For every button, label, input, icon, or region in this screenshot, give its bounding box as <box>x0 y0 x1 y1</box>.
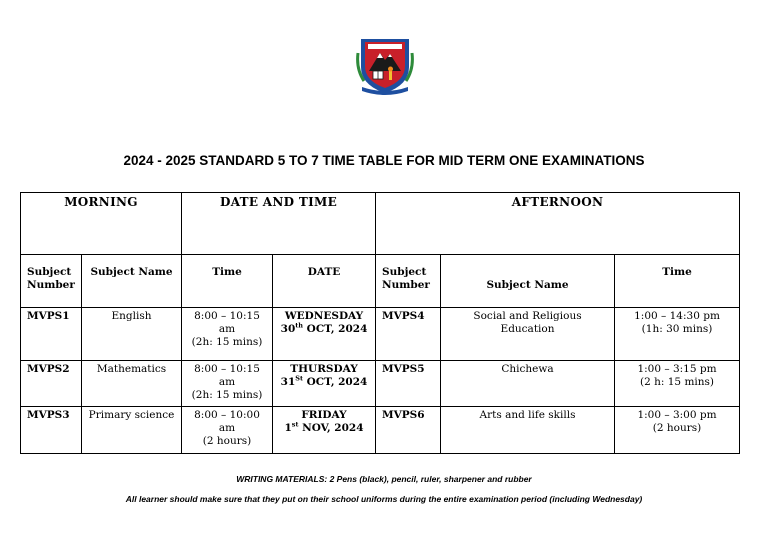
header-subject-number <box>21 255 82 308</box>
am-subject-name: Mathematics <box>82 361 182 407</box>
exam-day: THURSDAY <box>290 363 358 375</box>
date-suffix: St <box>295 374 303 383</box>
am-time <box>182 308 273 361</box>
exam-date <box>273 407 376 454</box>
date-month-year: OCT, 2024 <box>303 376 368 388</box>
am-time <box>182 407 273 454</box>
date-number: 1 <box>284 422 292 434</box>
pm-subject-name <box>441 407 615 454</box>
header-pm-subject-number-line1: Subject <box>382 266 427 278</box>
pm-time-line2: (2 h: 15 mins) <box>640 376 715 388</box>
header-date: DATE <box>273 255 376 308</box>
pm-subject-name <box>441 308 615 361</box>
am-subject-name: Primary science <box>82 407 182 454</box>
pm-subject-name-line1: Social and Religious <box>473 310 582 322</box>
pm-time-line1: 1:00 – 3:15 pm <box>637 363 717 375</box>
page-title: 2024 - 2025 STANDARD 5 TO 7 TIME TABLE FOR MID TERM ONE EXAMINATIONS <box>123 153 645 168</box>
date-month-year: OCT, 2024 <box>303 323 368 335</box>
am-time-line3: (2h: 15 mins) <box>191 336 263 348</box>
date-number: 30 <box>280 323 296 335</box>
school-crest-logo <box>356 33 414 95</box>
pm-time-line2: (1h: 30 mins) <box>641 323 713 335</box>
pm-subject-number: MVPS5 <box>376 361 441 407</box>
pm-time <box>615 308 740 361</box>
column-header-row <box>21 255 740 308</box>
exam-date-text <box>273 323 375 336</box>
exam-date <box>273 308 376 361</box>
pm-subject-name <box>441 361 615 407</box>
date-suffix: th <box>295 321 304 330</box>
am-time-line1: 8:00 – 10:15 <box>194 363 260 375</box>
am-time <box>182 361 273 407</box>
pm-time-line2: (2 hours) <box>652 422 702 434</box>
pm-subject-number: MVPS4 <box>376 308 441 361</box>
section-afternoon: AFTERNOON <box>376 193 740 255</box>
pm-time <box>615 407 740 454</box>
am-subject-number: MVPS2 <box>21 361 82 407</box>
am-time-line2: am <box>218 422 236 434</box>
am-time-line3: (2 hours) <box>202 435 252 447</box>
pm-time-line1: 1:00 – 14:30 pm <box>634 310 720 322</box>
table-row <box>21 308 740 361</box>
am-subject-number: MVPS1 <box>21 308 82 361</box>
am-time-line3: (2h: 15 mins) <box>191 389 263 401</box>
exam-day: FRIDAY <box>301 409 347 421</box>
date-suffix: st <box>291 420 299 429</box>
pm-subject-number: MVPS6 <box>376 407 441 454</box>
exam-timetable <box>20 192 740 454</box>
pm-subject-name-line2: Education <box>500 323 555 335</box>
header-subject-number-line1: Subject <box>27 266 72 278</box>
date-month-year: NOV, 2024 <box>298 422 364 434</box>
header-subject-number-line2: Number <box>27 279 75 291</box>
header-pm-subject-number <box>376 255 441 308</box>
pm-subject-name-line1: Chichewa <box>501 363 554 375</box>
am-subject-number: MVPS3 <box>21 407 82 454</box>
am-time-line1: 8:00 – 10:00 <box>194 409 260 421</box>
uniform-note: All learner should make sure that they put on their school uniforms during the entire examination period (including Wednesday) <box>125 494 643 504</box>
writing-materials-note: WRITING MATERIALS: 2 Pens (black), pencil, ruler, sharpener and rubber <box>236 474 532 484</box>
exam-date-text <box>273 376 375 389</box>
table-row <box>21 407 740 454</box>
exam-day: WEDNESDAY <box>284 310 364 322</box>
am-time-line2: am <box>218 376 236 388</box>
section-header-row <box>21 193 740 255</box>
am-time-line2: am <box>218 323 236 335</box>
section-date-and-time: DATE AND TIME <box>182 193 376 255</box>
pm-time-line1: 1:00 – 3:00 pm <box>637 409 717 421</box>
table-row <box>21 361 740 407</box>
pm-time <box>615 361 740 407</box>
section-morning: MORNING <box>21 193 182 255</box>
pm-subject-name-line1: Arts and life skills <box>479 409 576 421</box>
header-time: Time <box>182 255 273 308</box>
am-subject-name: English <box>82 308 182 361</box>
am-time-line1: 8:00 – 10:15 <box>194 310 260 322</box>
header-subject-name: Subject Name <box>82 255 182 308</box>
header-pm-subject-number-line2: Number <box>382 279 430 291</box>
date-number: 31 <box>280 376 296 388</box>
exam-date <box>273 361 376 407</box>
exam-date-text <box>273 422 375 435</box>
header-pm-time: Time <box>615 255 740 308</box>
header-pm-subject-name: Subject Name <box>441 255 615 308</box>
